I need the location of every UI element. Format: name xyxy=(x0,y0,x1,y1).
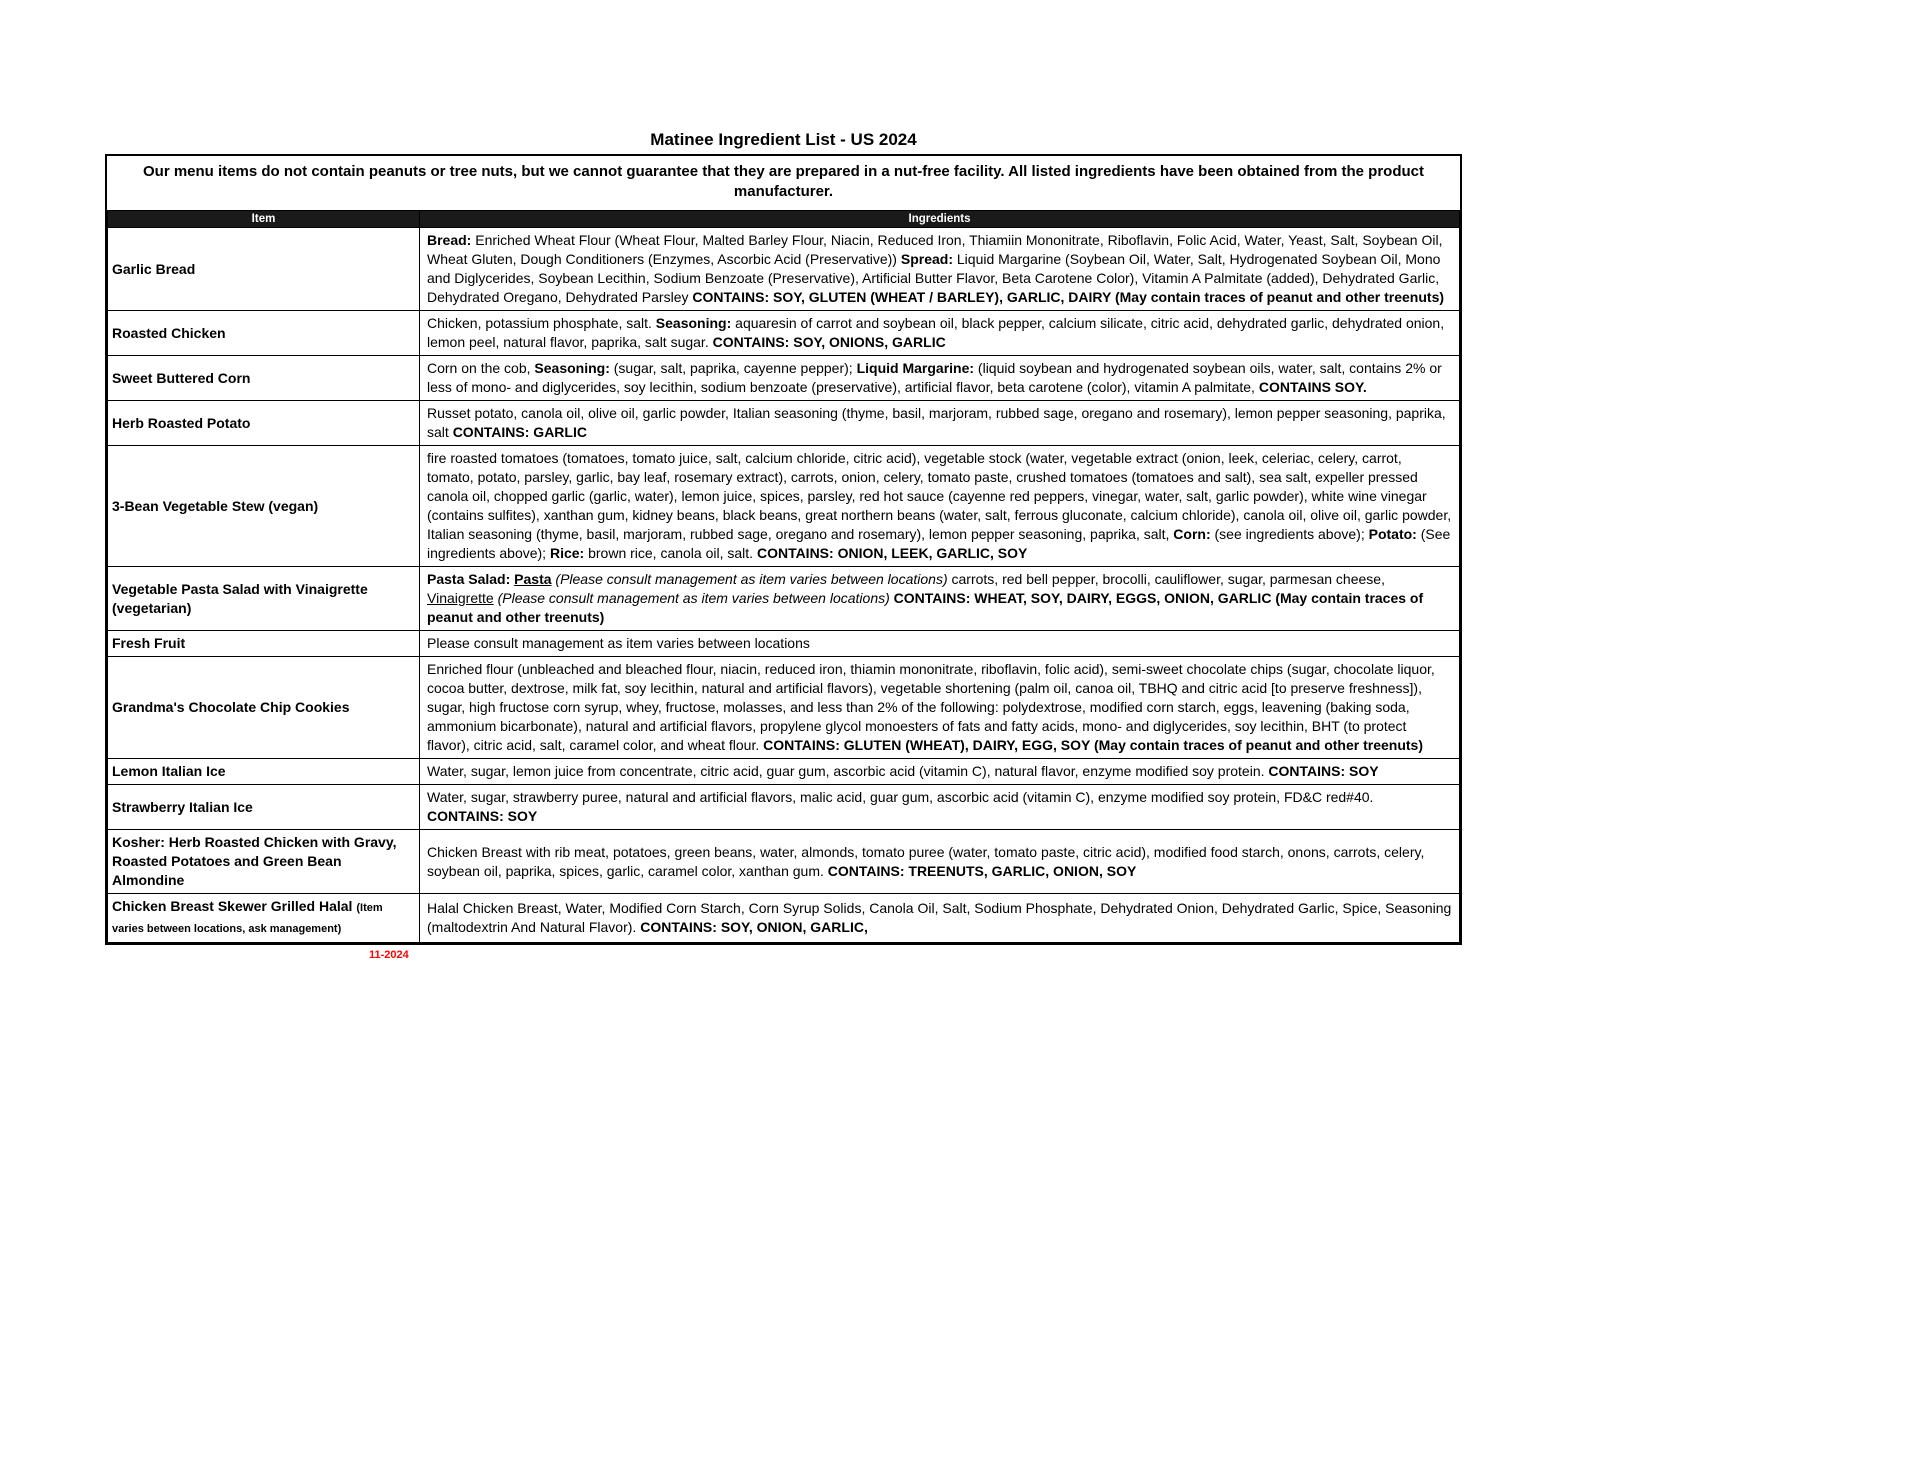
table-row xyxy=(108,567,1460,631)
text-segment: aquaresin of carrot and soybean oil, black pepper, calcium silicate, citric acid, dehydrated garlic, dehydrated onion, lemon peel, natural flavor, paprika, salt sugar. xyxy=(427,315,1445,350)
text-segment: Liquid Margarine: xyxy=(856,360,975,376)
text-segment: Pasta xyxy=(514,571,552,587)
text-segment: CONTAINS: WHEAT, SOY, DAIRY, EGGS, ONION, GARLIC (May contain traces of peanut and other treenuts) xyxy=(427,590,1424,625)
text-segment: Please consult management as item varies between locations xyxy=(427,635,810,651)
table-row xyxy=(108,228,1460,311)
item-cell xyxy=(108,657,420,759)
column-header-item: Item xyxy=(108,211,420,228)
text-segment: Grandma's Chocolate Chip Cookies xyxy=(112,699,350,715)
text-segment: fire roasted tomatoes (tomatoes, tomato juice, salt, calcium chloride, citric acid), vegetable stock (water, vegetable extract (onion, leek, celeriac, celery, carrot, tomato, potato, parsley, garlic, bay leaf, rosemary extract), carrots, onion, celery, tomato paste, crushed tomatoes (tomatoes and salt), sea salt, expeller pressed canola oil, chopped garlic (garlic, water), lemon juice, spices, parsley, red hot sauce (cayenne red peppers, vinegar, water, salt, garlic powder), white wine vinegar (contains sulfites), xanthan gum, kidney beans, black beans, great northern beans (water, salt, ferrous gluconate, calcium chloride), canola oil, olive oil, garlic powder, Italian seasoning (thyme, basil, marjoram, rubbed sage, oregano and rosemary), lemon pepper seasoning, paprika, salt, xyxy=(427,450,1452,542)
text-segment: Vinaigrette xyxy=(427,590,494,606)
text-segment: (Please consult management as item varies between locations) xyxy=(493,590,894,606)
text-segment: CONTAINS: GLUTEN (WHEAT), DAIRY, EGG, SOY (May contain traces of peanut and other treenuts) xyxy=(763,737,1424,753)
text-segment: CONTAINS: SOY xyxy=(427,808,538,824)
text-segment: Strawberry Italian Ice xyxy=(112,798,253,815)
text-segment: (Please consult management as item varies between locations) xyxy=(551,571,952,587)
ingredient-table-body xyxy=(108,228,1460,943)
text-segment: Chicken, potassium phosphate, salt. xyxy=(427,315,656,331)
ingredient-table-container xyxy=(105,154,1462,945)
text-segment: Roasted Chicken xyxy=(112,324,226,341)
text-segment: Vegetable Pasta Salad with Vinaigrette (vegetarian) xyxy=(112,580,368,616)
text-segment: Halal Chicken Breast, Water, Modified Corn Starch, Corn Syrup Solids, Canola Oil, Salt, Sodium Phosphate, Dehydrated Onion, Dehydrated Garlic, Spice, Seasoning (maltodextrin And Natural Flavor). xyxy=(427,900,1452,935)
text-segment: CONTAINS: SOY, ONIONS, GARLIC xyxy=(712,334,946,350)
ingredients-cell xyxy=(420,785,1460,830)
text-segment: Lemon Italian Ice xyxy=(112,763,226,779)
text-segment: (Item varies between locations, ask management) xyxy=(112,902,383,935)
text-segment: CONTAINS: ONION, LEEK, GARLIC, SOY xyxy=(756,545,1028,561)
column-header-ingredients: Ingredients xyxy=(420,211,1460,228)
ingredients-cell xyxy=(420,631,1460,657)
ingredient-table xyxy=(107,210,1460,943)
item-cell xyxy=(108,228,420,311)
table-row xyxy=(108,894,1460,943)
ingredients-cell xyxy=(420,401,1460,446)
text-segment: Russet potato, canola oil, olive oil, garlic powder, Italian seasoning (thyme, basil, marjoram, rubbed sage, oregano and rosemary), lemon pepper seasoning, paprika, salt xyxy=(427,405,1446,440)
item-cell xyxy=(108,759,420,785)
revision-date: 11-2024 xyxy=(369,949,409,961)
text-segment: Pasta Salad: xyxy=(427,571,515,587)
text-segment: Rice: xyxy=(549,545,585,561)
item-cell xyxy=(108,401,420,446)
ingredients-cell xyxy=(420,311,1460,356)
text-segment: (liquid soybean and hydrogenated soybean oils, water, salt, contains 2% or less of mono- and diglycerides, soy lecithin, sodium benzoate (preservative), artificial flavor, beta carotene (color), vitamin A palmitate, xyxy=(427,360,1442,395)
text-segment: Seasoning: xyxy=(655,315,732,331)
text-segment: CONTAINS: SOY, GLUTEN (WHEAT / BARLEY), GARLIC, DAIRY (May contain traces of peanut and other treenuts) xyxy=(692,289,1445,305)
ingredients-cell xyxy=(420,830,1460,894)
text-segment: Garlic Bread xyxy=(112,260,196,277)
text-segment: CONTAINS: GARLIC xyxy=(452,424,587,440)
text-segment: Liquid Margarine (Soybean Oil, Water, Salt, Hydrogenated Soybean Oil, Mono and Diglycerides, Soybean Lecithin, Sodium Benzoate (Preservative), Artificial Butter Flavor, Beta Carotene Color), Vitamin A Palmitate (added), Dehydrated Garlic, Dehydrated Oregano, Dehydrated Parsley xyxy=(427,251,1441,305)
item-cell xyxy=(108,894,420,943)
table-row xyxy=(108,785,1460,830)
text-segment: (See ingredients above); xyxy=(427,526,1451,561)
item-cell xyxy=(108,356,420,401)
text-segment: CONTAINS: SOY xyxy=(1268,763,1379,779)
text-segment: Spread: xyxy=(900,251,953,267)
table-row xyxy=(108,356,1460,401)
text-segment: CONTAINS: SOY, ONION, GARLIC, xyxy=(640,919,868,935)
text-segment: Seasoning: xyxy=(534,360,610,376)
text-segment: Enriched flour (unbleached and bleached flour, niacin, reduced iron, thiamin mononitrate, riboflavin, folic acid), semi-sweet chocolate chips (sugar, chocolate liquor, cocoa butter, dextrose, milk fat, soy lecithin, natural and artificial flavors), vegetable shortening (palm oil, canoa oil, TBHQ and citric acid [to preserve freshness]), sugar, high fructose corn syrup, whey, fructose, molasses, and less than 2% of the following: polydextrose, modified corn starch, eggs, leavening (baking soda, ammonium bicarbonate), natural and artificial flavors, propylene glycol monoesters of fats and fatty acids, mono- and diglycerides, soy lecithin, BHT (to protect flavor), citric acid, salt, caramel color, and wheat flour. xyxy=(427,661,1435,753)
table-row xyxy=(108,759,1460,785)
text-segment: CONTAINS SOY. xyxy=(1258,379,1367,395)
text-segment: Herb Roasted Potato xyxy=(112,414,251,431)
table-row xyxy=(108,657,1460,759)
item-cell xyxy=(108,446,420,567)
ingredients-cell xyxy=(420,567,1460,631)
table-row xyxy=(108,311,1460,356)
item-cell xyxy=(108,311,420,356)
table-row xyxy=(108,401,1460,446)
ingredients-cell xyxy=(420,228,1460,311)
item-cell xyxy=(108,785,420,830)
text-segment: Chicken Breast Skewer Grilled Halal xyxy=(112,898,357,914)
text-segment: Potato: xyxy=(1368,526,1417,542)
text-segment: Water, sugar, strawberry puree, natural and artificial flavors, malic acid, guar gum, ascorbic acid (vitamin C), enzyme modified soy protein, FD&C red#40. xyxy=(427,789,1374,805)
text-segment: Corn: xyxy=(1173,526,1211,542)
table-header-row xyxy=(108,211,1460,228)
ingredient-sheet xyxy=(105,130,1462,961)
ingredients-cell xyxy=(420,657,1460,759)
ingredients-cell xyxy=(420,446,1460,567)
table-row xyxy=(108,631,1460,657)
item-cell xyxy=(108,830,420,894)
text-segment: carrots, red bell pepper, brocolli, cauliflower, sugar, parmesan cheese, xyxy=(951,571,1385,587)
ingredients-cell xyxy=(420,759,1460,785)
text-segment: Chicken Breast with rib meat, potatoes, green beans, water, almonds, tomato puree (water, tomato paste, citric acid), modified food starch, onons, carrots, celery, soybean oil, paprika, spices, garlic, caramel color, xanthan gum. xyxy=(427,843,1425,879)
text-segment: 3-Bean Vegetable Stew (vegan) xyxy=(112,497,319,514)
ingredients-cell xyxy=(420,356,1460,401)
page-title: Matinee Ingredient List - US 2024 xyxy=(650,130,917,149)
text-segment: (sugar, salt, paprika, cayenne pepper); xyxy=(609,360,857,376)
text-segment: Kosher: Herb Roasted Chicken with Gravy, Roasted Potatoes and Green Bean Almondine xyxy=(112,834,397,888)
text-segment: CONTAINS: TREENUTS, GARLIC, ONION, SOY xyxy=(827,862,1137,879)
item-cell xyxy=(108,631,420,657)
text-segment: Water, sugar, lemon juice from concentrate, citric acid, guar gum, ascorbic acid (vitamin C), natural flavor, enzyme modified soy protein. xyxy=(427,763,1269,779)
ingredients-cell xyxy=(420,894,1460,943)
table-row xyxy=(108,830,1460,894)
table-row xyxy=(108,446,1460,567)
text-segment: Enriched Wheat Flour (Wheat Flour, Malted Barley Flour, Niacin, Reduced Iron, Thiamiin Mononitrate, Riboflavin, Folic Acid, Water, Yeast, Salt, Soybean Oil, Wheat Gluten, Dough Conditioners (Enzymes, Ascorbic Acid (Preservative)) xyxy=(427,232,1443,267)
nut-disclaimer: Our menu items do not contain peanuts or tree nuts, but we cannot guarantee that they are prepared in a nut-free facility. All listed ingredients have been obtained from the product manufacturer. xyxy=(142,163,1425,200)
text-segment: Sweet Buttered Corn xyxy=(112,369,251,386)
text-segment: Bread: xyxy=(427,232,472,248)
text-segment: brown rice, canola oil, salt. xyxy=(584,545,757,561)
text-segment: (see ingredients above); xyxy=(1210,526,1369,542)
text-segment: Fresh Fruit xyxy=(112,635,186,651)
text-segment: Corn on the cob, xyxy=(427,360,535,376)
item-cell xyxy=(108,567,420,631)
